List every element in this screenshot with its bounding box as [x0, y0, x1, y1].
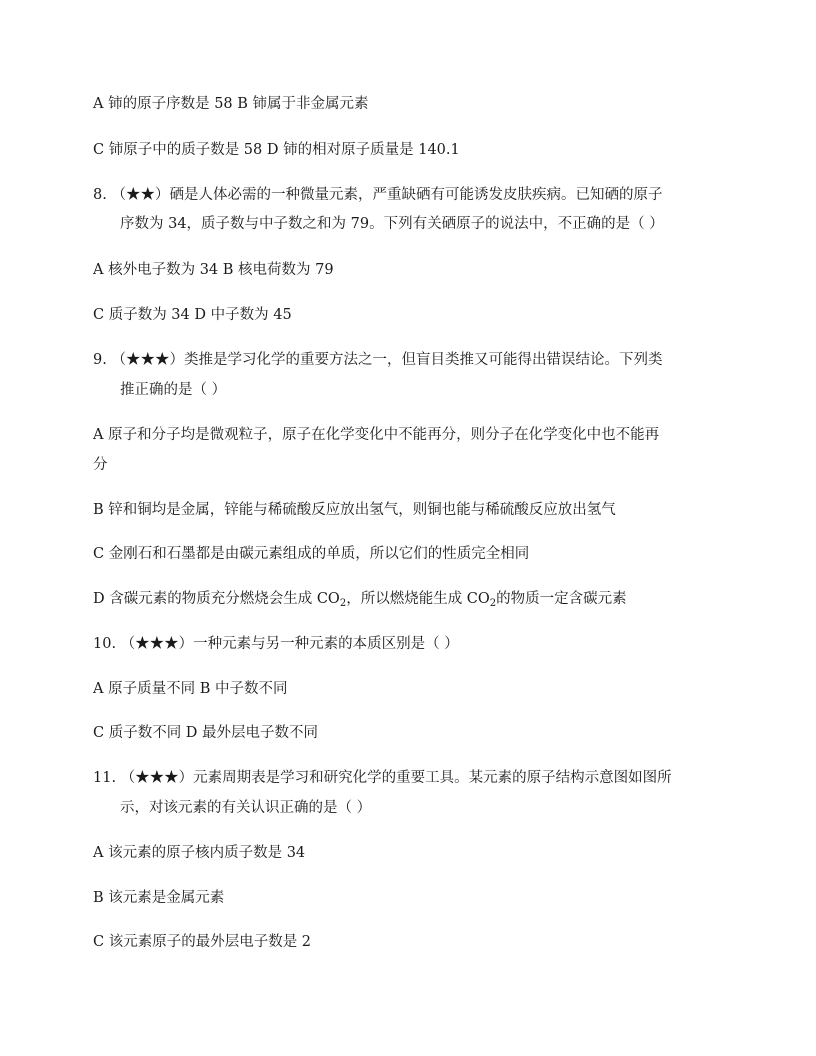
question-11-option-a: A 该元素的原子核内质子数是 34 — [93, 845, 306, 861]
question-10-stem: 10. （★★★）一种元素与另一种元素的本质区别是（ ） — [93, 636, 459, 652]
option-d-text-3: 的物质一定含碳元素 — [496, 591, 627, 607]
question-8-options-ab: A 核外电子数为 34 B 核电荷数为 79 — [93, 262, 334, 278]
question-8-stem-line-2: 序数为 34，质子数与中子数之和为 79。下列有关硒原子的说法中，不正确的是（ ） — [120, 216, 664, 232]
question-9-option-b: B 锌和铜均是金属，锌能与稀硫酸反应放出氢气，则铜也能与稀硫酸反应放出氢气 — [93, 502, 616, 518]
question-8-options-cd: C 质子数为 34 D 中子数为 45 — [93, 307, 292, 323]
question-11-stem-line-2: 示，对该元素的有关认识正确的是（ ） — [120, 800, 372, 816]
co2-subscript-1: 2 — [339, 598, 347, 609]
question-9-option-d — [93, 589, 627, 609]
question-11-stem-line-1: 11. （★★★）元素周期表是学习和研究化学的重要工具。某元素的原子结构示意图如图所 — [93, 770, 672, 786]
question-10-options-ab: A 原子质量不同 B 中子数不同 — [93, 681, 288, 697]
co2-subscript-2: 2 — [489, 598, 497, 609]
question-9-option-a-line-2: 分 — [93, 457, 108, 473]
question-9-option-a-line-1: A 原子和分子均是微观粒子，原子在化学变化中不能再分，则分子在化学变化中也不能再 — [93, 427, 660, 443]
question-10-options-cd: C 质子数不同 D 最外层电子数不同 — [93, 725, 319, 741]
question-7-options-cd: C 铈原子中的质子数是 58 D 铈的相对原子质量是 140.1 — [93, 142, 460, 158]
question-11-option-b: B 该元素是金属元素 — [93, 890, 225, 906]
option-d-text-1: D 含碳元素的物质充分燃烧会生成 CO — [93, 591, 340, 607]
question-11-option-c: C 该元素原子的最外层电子数是 2 — [93, 934, 312, 950]
question-9-stem-line-2: 推正确的是（ ） — [120, 382, 227, 398]
option-d-text-2: ，所以燃烧能生成 CO — [346, 591, 490, 607]
question-9-option-c: C 金刚石和石墨都是由碳元素组成的单质，所以它们的性质完全相同 — [93, 546, 530, 562]
question-9-stem-line-1: 9. （★★★）类推是学习化学的重要方法之一，但盲目类推又可能得出错误结论。下列类 — [93, 352, 663, 368]
question-7-options-ab: A 铈的原子序数是 58 B 铈属于非金属元素 — [93, 96, 369, 112]
question-8-stem-line-1: 8. （★★）硒是人体必需的一种微量元素，严重缺硒有可能诱发皮肤疾病。已知硒的原子 — [93, 187, 663, 203]
